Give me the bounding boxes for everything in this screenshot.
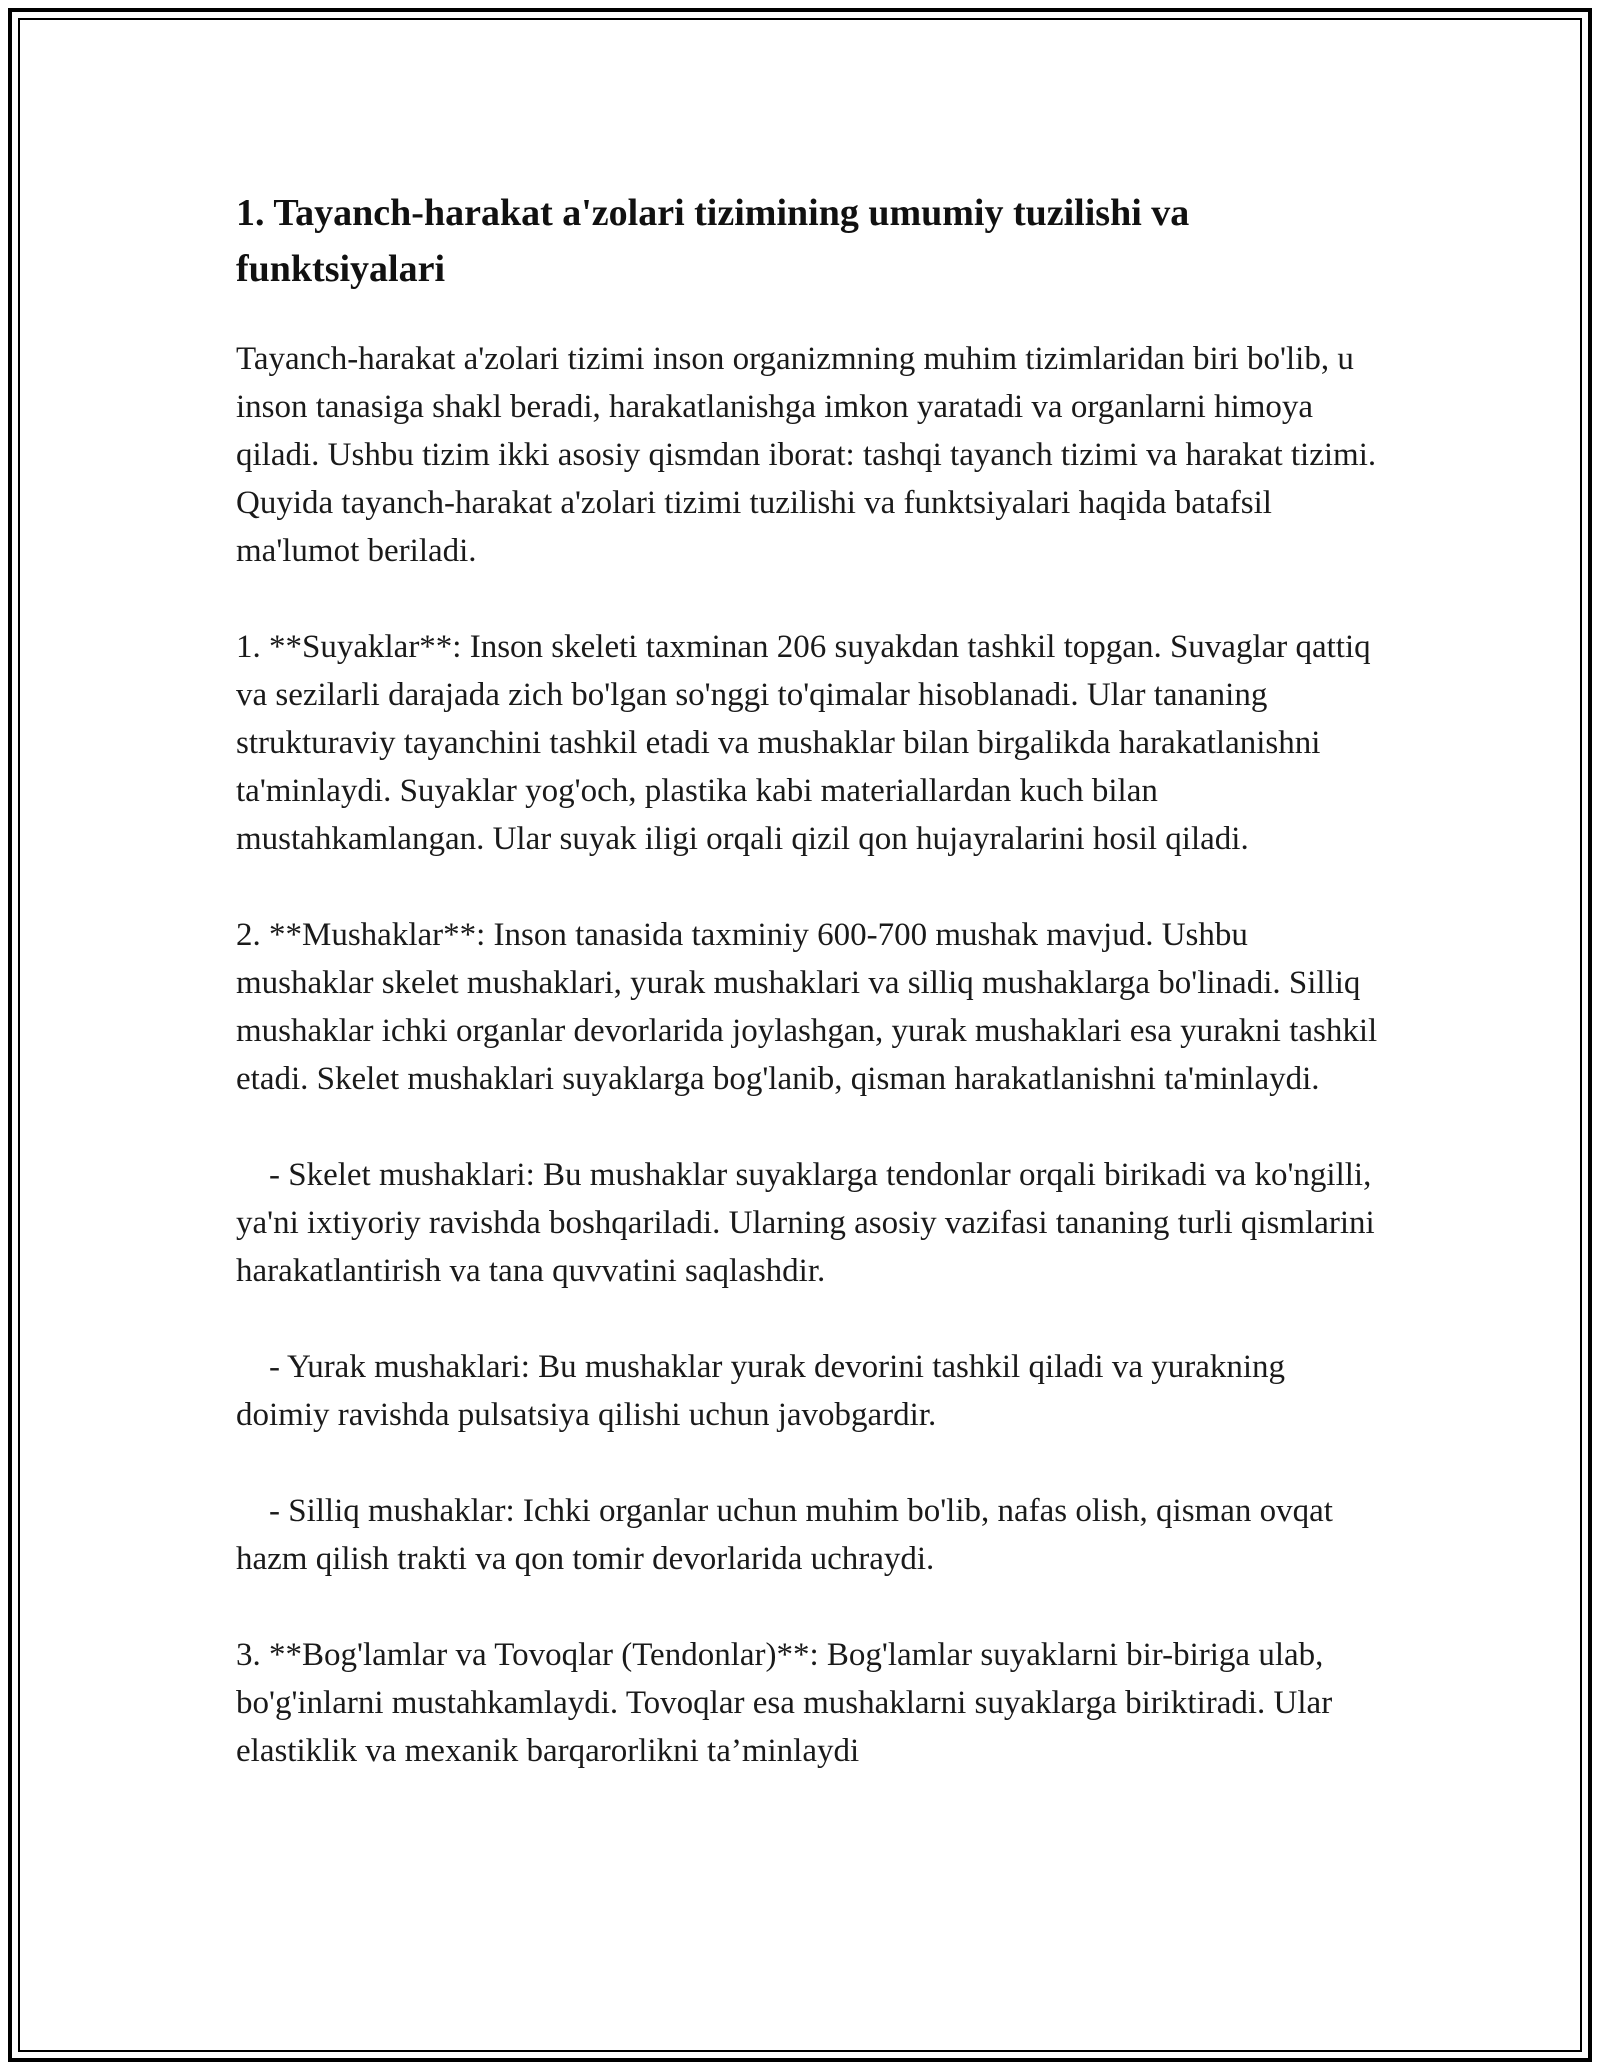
intro-paragraph: Tayanch-harakat a'zolari tizimi inson organizmning muhim tizimlaridan biri bo'lib, u inson tanasiga shakl beradi, harakatlanishga imkon yaratadi va organlarni himoya qiladi. Ushbu tizim ikki asosiy qismdan iborat: tashqi tayanch tizimi va harakat tizimi. Quyida tayanch-harakat a'zolari tizimi tuzilishi va funktsiyalari haqida batafsil ma'lumot beriladi. bbox=[236, 341, 1385, 569]
paragraph-gap bbox=[236, 1103, 1386, 1151]
document-heading: 1. Tayanch-harakat a'zolari tizimining umumiy tuzilishi va funktsiyalari bbox=[236, 192, 1190, 290]
muscles-paragraph: 2. **Mushaklar**: Inson tanasida taxminiy 600-700 mushak mavjud. Ushbu mushaklar skelet mushaklari, yurak mushaklari va silliq mushaklarga bo'linadi. Silliq mushaklar ichki organlar devorlarida joylashgan, yurak mushaklari esa yurakni tashkil etadi. Skelet mushaklari suyaklarga bog'lanib, qisman harakatlanishni ta'minlaydi. bbox=[236, 917, 1386, 1097]
cardiac-muscles-item: - Yurak mushaklari: Bu mushaklar yurak devorini tashkil qiladi va yurakning doimiy ravishda pulsatsiya qilishi uchun javobgardir. bbox=[236, 1349, 1294, 1433]
ligaments-paragraph: 3. **Bog'lamlar va Tovoqlar (Tendonlar)**: Bog'lamlar suyaklarni bir-biriga ulab, bo'g'inlarni mustahkamlaydi. Tovoqlar esa mushaklarni suyaklarga biriktiradi. Ular elastiklik va mexanik barqarorlikni ta’minlaydi bbox=[236, 1637, 1341, 1769]
paragraph-gap bbox=[236, 1583, 1386, 1631]
document-body bbox=[236, 185, 1386, 1775]
smooth-muscles-item: - Silliq mushaklar: Ichki organlar uchun muhim bo'lib, nafas olish, qisman ovqat hazm qilish trakti va qon tomir devorlarida uchraydi. bbox=[236, 1493, 1342, 1577]
paragraph-gap bbox=[236, 1439, 1386, 1487]
paragraph-gap bbox=[236, 1295, 1386, 1343]
skeletal-muscles-item: - Skelet mushaklari: Bu mushaklar suyaklarga tendonlar orqali birikadi va ko'ngilli, ya'ni ixtiyoriy ravishda boshqariladi. Ularning asosiy vazifasi tananing turli qismlarini harakatlantirish va tana quvvatini saqlashdir. bbox=[236, 1157, 1383, 1289]
paragraph-gap bbox=[236, 863, 1386, 911]
bones-paragraph: 1. **Suyaklar**: Inson skeleti taxminan 206 suyakdan tashkil topgan. Suvaglar qattiq va sezilarli darajada zich bo'lgan so'nggi to'qimalar hisoblanadi. Ular tananing strukturaviy tayanchini tashkil etadi va mushaklar bilan birgalikda harakatlanishni ta'minlaydi. Suyaklar yog'och, plastika kabi materiallardan kuch bilan mustahkamlangan. Ular suyak iligi orqali qizil qon hujayralarini hosil qiladi. bbox=[236, 629, 1379, 857]
paragraph-gap bbox=[236, 575, 1386, 623]
